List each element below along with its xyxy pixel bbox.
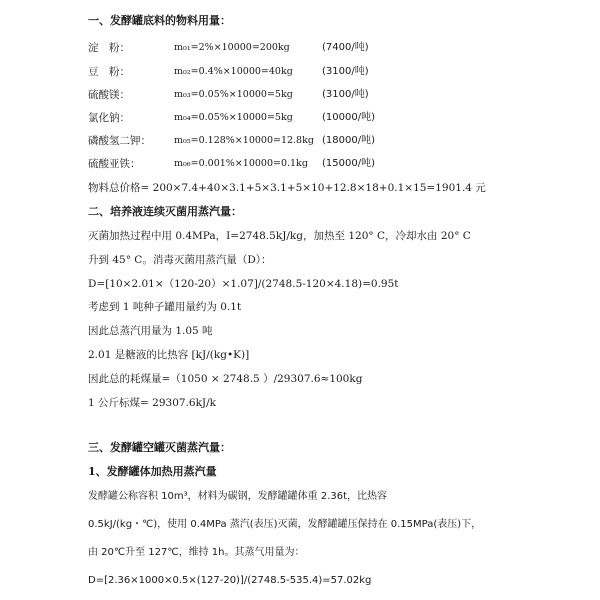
section1-heading: 一、发酵罐底料的物料用量： xyxy=(88,14,231,27)
material-price: (15000/吨) xyxy=(322,158,375,169)
material-price: (18000/吨) xyxy=(322,135,375,146)
text-line: 发酵罐公称容积 10m³，材料为碳钢，发酵罐罐体重 2.36t，比热容 xyxy=(88,491,388,502)
text-line: 由 20℃升至 127℃，维持 1h。其蒸气用量为： xyxy=(88,547,305,558)
material-formula: m₀₁=2%×10000=200kg xyxy=(174,42,290,53)
text-line: 考虑到 1 吨种子罐用量约为 0.1t xyxy=(88,301,242,313)
material-name: 淀 粉： xyxy=(88,42,130,54)
material-total-price: 物料总价格= 200×7.4+40×3.1+5×3.1+5×10+12.8×18+0.1×15=1901.4 元 xyxy=(88,182,486,194)
material-price: (3100/吨) xyxy=(322,66,369,77)
material-formula: m₀₅=0.128%×10000=12.8kg xyxy=(174,135,314,146)
material-name: 豆 粉： xyxy=(88,66,130,78)
text-line: 0.5kJ/(kg・℃)，使用 0.4MPa 蒸汽(表压)灭菌，发酵罐罐压保持在 0.15MPa(表压)下， xyxy=(88,519,482,530)
material-price: (3100/吨) xyxy=(322,89,369,100)
text-line: 因此总的耗煤量=（1050 × 2748.5 ）/29307.6≈100kg xyxy=(88,373,363,385)
material-formula: m₀₂=0.4%×10000=40kg xyxy=(174,66,293,77)
material-name: 硫酸亚铁： xyxy=(88,158,141,170)
section2-heading: 二、培养液连续灭菌用蒸汽量： xyxy=(88,205,242,218)
section3-heading: 三、发酵罐空罐灭菌蒸汽量： xyxy=(88,441,231,454)
text-line: 因此总蒸汽用量为 1.05 吨 xyxy=(88,325,213,337)
material-formula: m₀₆=0.001%×10000=0.1kg xyxy=(174,158,308,169)
text-line: 1 公斤标煤= 29307.6kJ/k xyxy=(88,397,217,409)
material-price: (7400/吨) xyxy=(322,42,369,53)
material-name: 硫酸镁： xyxy=(88,89,130,101)
material-formula: m₀₄=0.05%×10000=5kg xyxy=(174,112,293,123)
material-formula: m₀₃=0.05%×10000=5kg xyxy=(174,89,293,100)
text-line: 升到 45° C。消毒灭菌用蒸汽量（D）： xyxy=(88,254,272,266)
text-line: 灭菌加热过程中用 0.4MPa，I=2748.5kJ/kg，加热至 120° C，冷却水由 20° C xyxy=(88,230,471,242)
material-name: 磷酸氢二钾： xyxy=(88,135,151,147)
material-price: (10000/吨) xyxy=(322,112,375,123)
text-line: 2.01 是糖液的比热容 [kJ/(kg•K)] xyxy=(88,349,250,361)
section3-subheading: 1、发酵罐体加热用蒸汽量 xyxy=(88,465,217,478)
text-line: D=[10×2.01×（120-20）×1.07]/(2748.5-120×4.18)=0.95t xyxy=(88,278,399,290)
material-name: 氯化钠： xyxy=(88,112,130,124)
text-line: D=[2.36×1000×0.5×(127-20)]/(2748.5-535.4)=57.02kg xyxy=(88,575,372,586)
